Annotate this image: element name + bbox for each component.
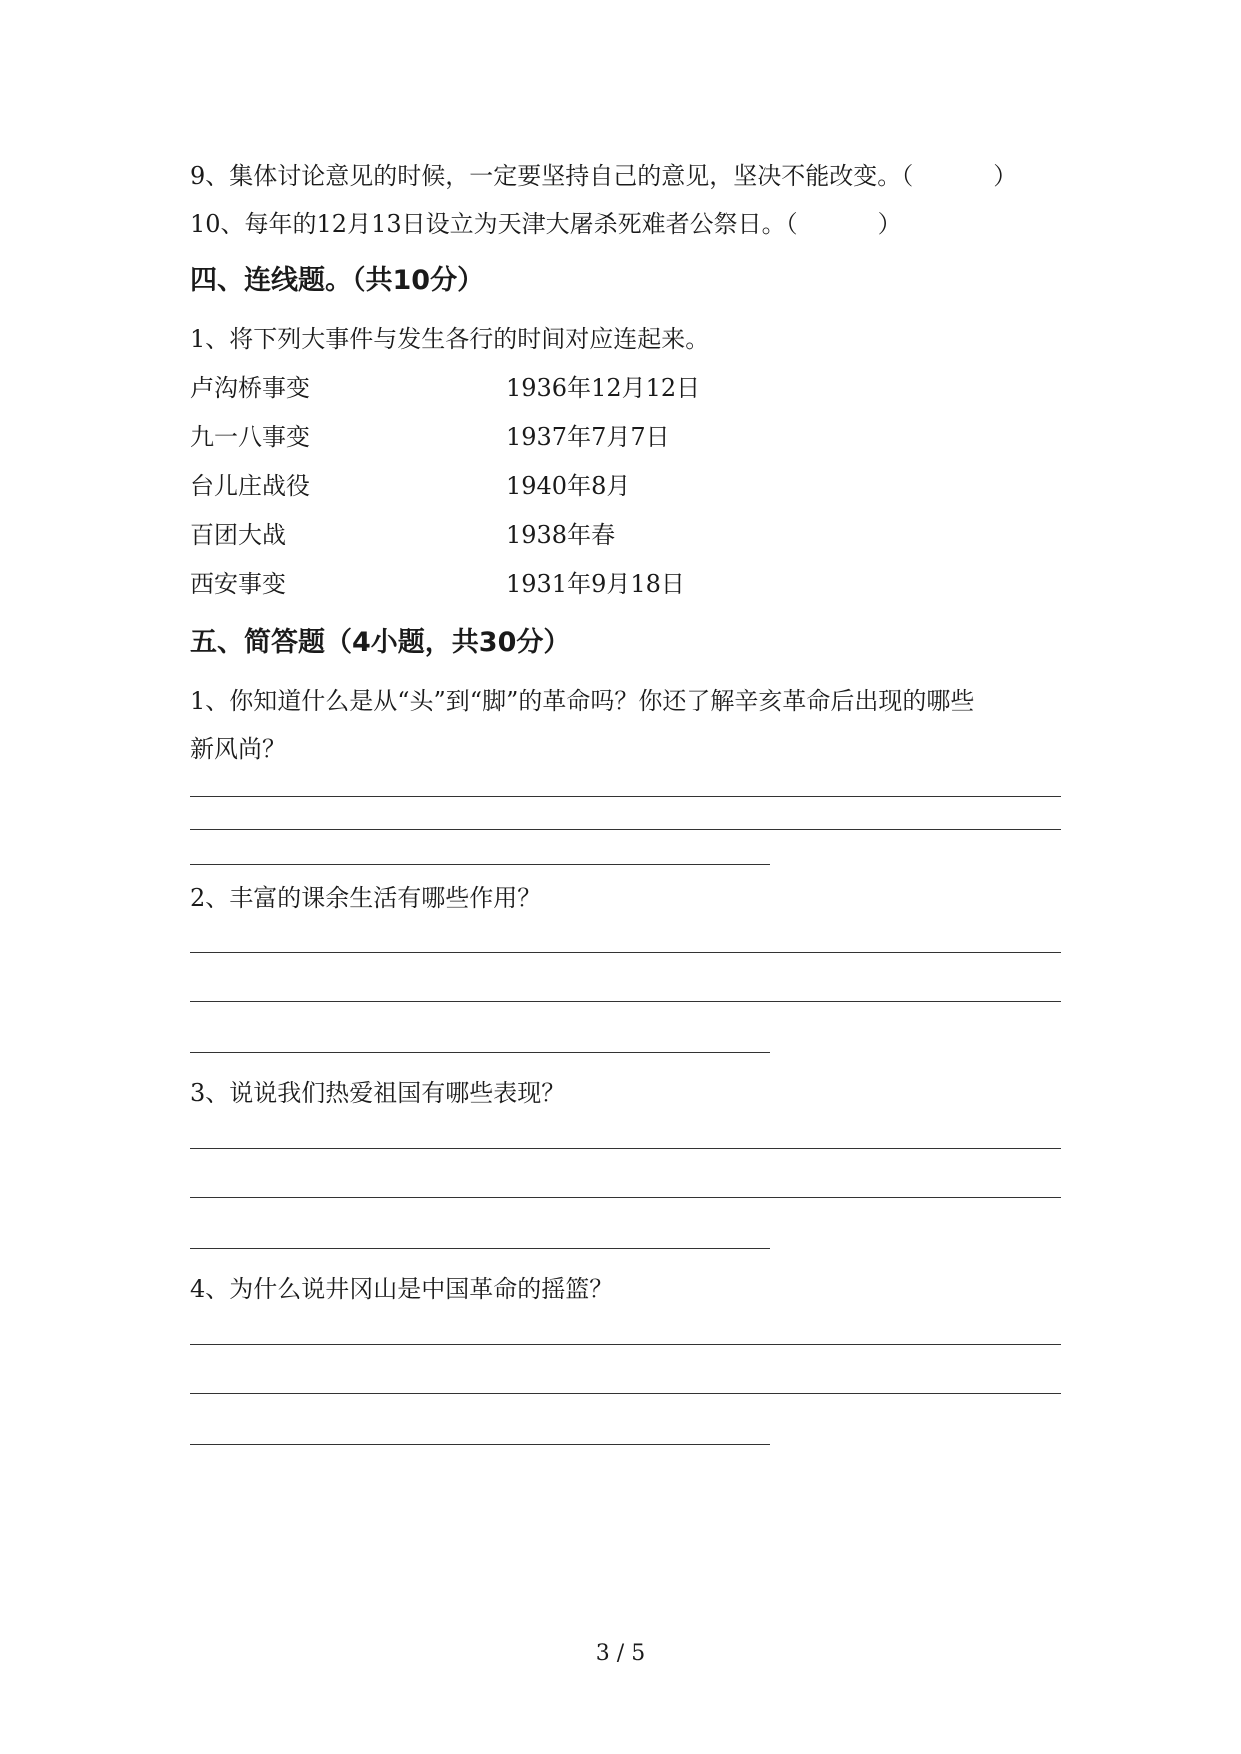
tf-question-9 — [190, 164, 1017, 188]
answer-line[interactable] — [190, 1052, 770, 1053]
answer-line[interactable] — [190, 952, 1061, 953]
matching-event: 九一八事变 — [190, 423, 310, 451]
matching-date: 1936年12月12日 — [506, 374, 701, 402]
short-answer-2: 2、丰富的课余生活有哪些作用？ — [190, 884, 542, 912]
page-number: 3 / 5 — [595, 1641, 646, 1666]
short-answer-1-line-2: 新风尚？ — [190, 735, 286, 763]
tf-question-10-text: 10、每年的12月13日设立为天津大屠杀死难者公祭日。（ — [190, 210, 798, 238]
matching-instruction: 1、将下列大事件与发生各行的时间对应连起来。 — [190, 325, 710, 353]
matching-event: 台儿庄战役 — [190, 472, 310, 500]
matching-event: 百团大战 — [190, 521, 286, 549]
matching-date: 1931年9月18日 — [506, 570, 685, 598]
tf-question-9-close: ） — [993, 162, 1018, 190]
short-answer-4: 4、为什么说井冈山是中国革命的摇篮？ — [190, 1275, 614, 1303]
matching-event: 西安事变 — [190, 570, 286, 598]
matching-date: 1940年8月 — [506, 472, 631, 500]
tf-question-9-text: 9、集体讨论意见的时候，一定要坚持自己的意见，坚决不能改变。（ — [190, 162, 914, 190]
section-4-heading: 四、连线题。（共10分） — [190, 265, 485, 296]
answer-line[interactable] — [190, 796, 1061, 797]
short-answer-3: 3、说说我们热爱祖国有哪些表现？ — [190, 1079, 566, 1107]
short-answer-1-line-1: 1、你知道什么是从“头”到“脚”的革命吗？你还了解辛亥革命后出现的哪些 — [190, 687, 975, 715]
answer-line[interactable] — [190, 1001, 1061, 1002]
answer-line[interactable] — [190, 1444, 770, 1445]
answer-line[interactable] — [190, 1393, 1061, 1394]
answer-line[interactable] — [190, 829, 1061, 830]
tf-question-10 — [190, 212, 902, 236]
answer-line[interactable] — [190, 864, 770, 865]
answer-line[interactable] — [190, 1148, 1061, 1149]
section-5-heading: 五、简答题（4小题，共30分） — [190, 627, 571, 658]
answer-line[interactable] — [190, 1344, 1061, 1345]
matching-date: 1938年春 — [506, 521, 616, 549]
answer-line[interactable] — [190, 1248, 770, 1249]
answer-line[interactable] — [190, 1197, 1061, 1198]
matching-date: 1937年7月7日 — [506, 423, 670, 451]
tf-question-10-close: ） — [877, 210, 902, 238]
matching-event: 卢沟桥事变 — [190, 374, 310, 402]
